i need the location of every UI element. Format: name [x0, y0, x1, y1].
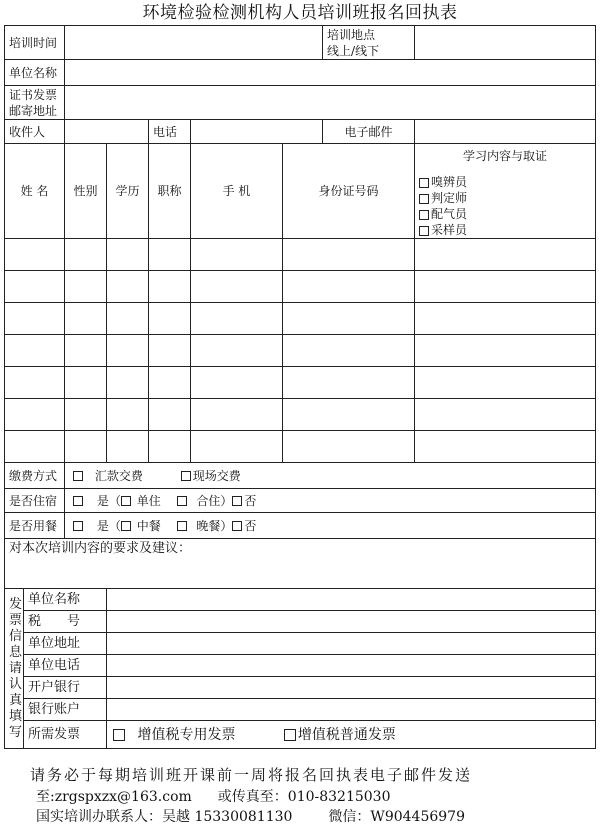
cell-name[interactable]	[5, 367, 65, 399]
invoice-side-char: 息	[9, 644, 23, 660]
registration-form	[4, 25, 596, 749]
checkbox-icon	[419, 210, 429, 220]
cell-title[interactable]	[149, 399, 191, 431]
meal-options	[65, 513, 596, 539]
invoice-side-char: 请	[9, 660, 23, 676]
learning-option-label: 嗅辨员	[431, 175, 468, 189]
cell-education[interactable]	[107, 271, 149, 303]
cert-address-label-1: 证书发票	[9, 87, 58, 102]
invoice-side-char: 票	[9, 612, 23, 628]
cell-gender[interactable]	[65, 399, 107, 431]
cell-learning[interactable]	[415, 399, 596, 431]
lodging-shared: 合住）	[196, 493, 233, 508]
cell-mobile[interactable]	[191, 335, 283, 367]
cell-mobile[interactable]	[191, 399, 283, 431]
invoice-type-label: 所需发票	[24, 721, 107, 749]
learning-option[interactable]	[419, 222, 591, 238]
checkbox-icon[interactable]	[177, 496, 187, 506]
suggestions-field[interactable]	[5, 539, 596, 589]
cell-name[interactable]	[5, 399, 65, 431]
invoice-type-special: 增值税专用发票	[137, 726, 236, 743]
lodging-yes: 是（	[96, 493, 121, 508]
cell-gender[interactable]	[65, 271, 107, 303]
cell-gender[interactable]	[65, 431, 107, 463]
learning-options	[419, 174, 591, 238]
invoice-bank-label: 开户银行	[24, 677, 107, 699]
meal-dinner: 晚餐）	[196, 518, 233, 533]
cell-learning[interactable]	[415, 271, 596, 303]
checkbox-icon	[419, 194, 429, 204]
invoice-type-normal: 增值税普通发票	[297, 726, 396, 743]
recipient-field[interactable]	[65, 120, 149, 144]
cell-learning[interactable]	[415, 367, 596, 399]
cell-gender[interactable]	[65, 303, 107, 335]
footer-instruction: 请务必于每期培训班开课前一周将报名回执表电子邮件发送	[30, 766, 473, 784]
training-place-label-text: 培训地点	[327, 27, 376, 42]
invoice-tax-no-field[interactable]	[107, 611, 596, 633]
learning-option[interactable]	[419, 174, 591, 190]
invoice-phone-field[interactable]	[107, 655, 596, 677]
checkbox-icon[interactable]	[181, 471, 191, 481]
checkbox-icon[interactable]	[232, 496, 242, 506]
cell-name[interactable]	[5, 431, 65, 463]
cell-mobile[interactable]	[191, 431, 283, 463]
cell-education[interactable]	[107, 239, 149, 271]
cell-id-number[interactable]	[283, 431, 415, 463]
col-learning	[415, 144, 596, 239]
cell-id-number[interactable]	[283, 367, 415, 399]
lodging-no: 否	[244, 493, 257, 508]
table-row	[5, 239, 596, 271]
col-education: 学历	[107, 144, 149, 239]
payment-options	[65, 463, 596, 489]
cell-education[interactable]	[107, 399, 149, 431]
invoice-side-char: 认	[9, 676, 23, 692]
learning-title: 学习内容与取证	[463, 149, 548, 163]
learning-option[interactable]	[419, 190, 591, 206]
cell-id-number[interactable]	[283, 399, 415, 431]
cell-learning[interactable]	[415, 431, 596, 463]
training-place-label	[323, 26, 415, 60]
cell-name[interactable]	[5, 303, 65, 335]
cell-name[interactable]	[5, 239, 65, 271]
lodging-single: 单住	[136, 493, 161, 508]
invoice-side-label	[5, 589, 24, 749]
learning-option[interactable]	[419, 206, 591, 222]
invoice-side-char: 发	[9, 596, 23, 612]
cell-education[interactable]	[107, 431, 149, 463]
cell-id-number[interactable]	[283, 335, 415, 367]
checkbox-icon[interactable]	[177, 521, 187, 531]
cell-gender[interactable]	[65, 239, 107, 271]
footer-contact: 国实培训办联系人：吴越 15330081130	[36, 809, 293, 825]
checkbox-icon[interactable]	[73, 496, 83, 506]
cell-id-number[interactable]	[283, 239, 415, 271]
cell-title[interactable]	[149, 367, 191, 399]
invoice-side-char: 信	[9, 628, 23, 644]
lodging-label: 是否住宿	[5, 489, 65, 513]
cell-education[interactable]	[107, 367, 149, 399]
table-row	[5, 431, 596, 463]
checkbox-icon	[419, 226, 429, 236]
suggestions-label: 对本次培训内容的要求及建议：	[9, 541, 192, 556]
col-gender: 性别	[65, 144, 107, 239]
cell-learning[interactable]	[415, 335, 596, 367]
invoice-tax-no-label: 税 号	[24, 611, 107, 633]
cell-title[interactable]	[149, 239, 191, 271]
meal-lunch: 中餐	[136, 518, 161, 533]
training-time-field[interactable]	[65, 26, 323, 60]
checkbox-icon[interactable]	[121, 496, 131, 506]
col-mobile: 手 机	[191, 144, 283, 239]
email-field[interactable]	[415, 120, 596, 144]
footer-fax: 或传真至：010-83215030	[217, 789, 391, 805]
table-row	[5, 335, 596, 367]
footer-contact-line	[36, 788, 596, 807]
cell-mobile[interactable]	[191, 367, 283, 399]
learning-option-label: 采样员	[431, 223, 468, 237]
cert-address-label-2: 邮寄地址	[9, 103, 58, 118]
col-id-number: 身份证号码	[283, 144, 415, 239]
cell-title[interactable]	[149, 271, 191, 303]
payment-option-onsite: 现场交费	[192, 468, 241, 483]
col-title: 职称	[149, 144, 191, 239]
lodging-options	[65, 489, 596, 513]
cell-gender[interactable]	[65, 335, 107, 367]
checkbox-icon[interactable]	[113, 729, 125, 741]
training-place-field[interactable]	[415, 26, 596, 60]
cell-mobile[interactable]	[191, 239, 283, 271]
checkbox-icon	[419, 178, 429, 188]
cell-id-number[interactable]	[283, 271, 415, 303]
invoice-side-char: 真	[9, 692, 23, 708]
unit-name-field[interactable]	[65, 60, 596, 86]
checkbox-icon[interactable]	[121, 521, 131, 531]
cell-learning[interactable]	[415, 303, 596, 335]
table-row	[5, 303, 596, 335]
footer-email[interactable]: 至:zrgspxzx@163.com	[36, 789, 192, 805]
learning-option-label: 判定师	[431, 191, 468, 205]
invoice-side-char: 填	[9, 708, 23, 724]
invoice-bank-field[interactable]	[107, 677, 596, 699]
cell-name[interactable]	[5, 335, 65, 367]
cell-title[interactable]	[149, 303, 191, 335]
cert-address-label	[5, 86, 65, 120]
training-place-sub: 线上/线下	[327, 43, 380, 58]
invoice-type-options	[107, 721, 596, 749]
invoice-account-label: 银行账户	[24, 699, 107, 721]
recipient-label: 收件人	[5, 120, 65, 144]
invoice-address-field[interactable]	[107, 633, 596, 655]
cell-name[interactable]	[5, 271, 65, 303]
checkbox-icon[interactable]	[284, 729, 296, 741]
checkbox-icon[interactable]	[73, 471, 83, 481]
footer-person-line	[36, 808, 596, 827]
meal-no: 否	[244, 518, 257, 533]
invoice-side-char: 写	[9, 724, 23, 740]
invoice-account-field[interactable]	[107, 699, 596, 721]
phone-field[interactable]	[191, 120, 323, 144]
table-row	[5, 367, 596, 399]
col-name: 姓 名	[5, 144, 65, 239]
invoice-phone-label: 单位电话	[24, 655, 107, 677]
checkbox-icon[interactable]	[232, 521, 242, 531]
phone-label: 电话	[149, 120, 191, 144]
training-time-label: 培训时间	[5, 26, 65, 60]
meal-label: 是否用餐	[5, 513, 65, 539]
invoice-address-label: 单位地址	[24, 633, 107, 655]
footer-wechat: 微信：W904456979	[328, 809, 465, 825]
cell-title[interactable]	[149, 335, 191, 367]
cell-title[interactable]	[149, 431, 191, 463]
form-title: 环境检验检测机构人员培训班报名回执表	[142, 3, 458, 23]
table-row	[5, 399, 596, 431]
invoice-unit-name-field[interactable]	[107, 589, 596, 611]
meal-yes: 是（	[96, 518, 121, 533]
payment-label: 缴费方式	[5, 463, 65, 489]
checkbox-icon[interactable]	[73, 521, 83, 531]
cert-address-field[interactable]	[65, 86, 596, 120]
invoice-unit-name-label: 单位名称	[24, 589, 107, 611]
learning-option-label: 配气员	[431, 207, 468, 221]
payment-option-remit: 汇款交费	[94, 468, 143, 483]
cell-id-number[interactable]	[283, 303, 415, 335]
email-label: 电子邮件	[323, 120, 415, 144]
cell-mobile[interactable]	[191, 271, 283, 303]
table-row	[5, 271, 596, 303]
unit-name-label: 单位名称	[5, 60, 65, 86]
cell-mobile[interactable]	[191, 303, 283, 335]
cell-gender[interactable]	[65, 367, 107, 399]
cell-education[interactable]	[107, 335, 149, 367]
cell-learning[interactable]	[415, 239, 596, 271]
cell-education[interactable]	[107, 303, 149, 335]
